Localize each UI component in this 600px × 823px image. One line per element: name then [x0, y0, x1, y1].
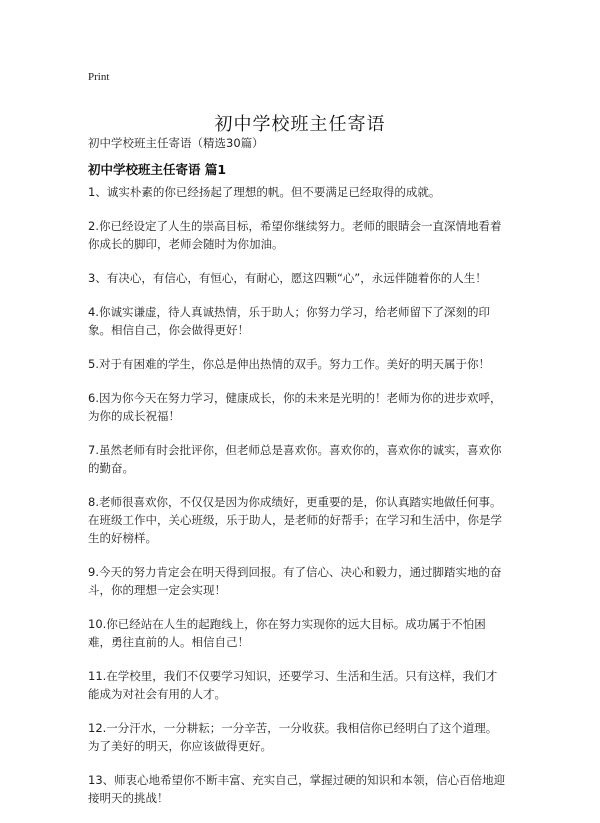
- list-item: 13、师衷心地希望你不断丰富、充实自己，掌握过硬的知识和本领，信心百倍地迎接明天的挑战！: [88, 773, 506, 805]
- section-heading: 初中学校班主任寄语 篇1: [88, 162, 227, 177]
- document-subtitle: 初中学校班主任寄语（精选30篇）: [88, 136, 264, 150]
- print-label[interactable]: Print: [88, 71, 110, 83]
- list-item: 10.你已经站在人生的起跑线上，你在努力实现你的远大目标。成功属于不怕困难，勇往直前的人。相信自己！: [88, 617, 486, 649]
- list-item: 2.你已经设定了人生的崇高目标，希望你继续努力。老师的眼睛会一直深情地看着你成长的脚印，老师会随时为你加油。: [88, 219, 502, 251]
- list-item: 6.因为你今天在努力学习，健康成长，你的未来是光明的！老师为你的进步欢呼，为你的成长祝福！: [88, 391, 502, 423]
- list-item: 4.你诚实谦虚，待人真诚热情，乐于助人；你努力学习，给老师留下了深刻的印象。相信自己，你会做得更好！: [88, 305, 490, 337]
- list-item: 3、有决心，有信心，有恒心，有耐心，愿这四颗“心”，永远伴随着你的人生！: [88, 271, 487, 285]
- page-title: 初中学校班主任寄语: [214, 114, 386, 136]
- list-item: 7.虽然老师有时会批评你，但老师总是喜欢你。喜欢你的，喜欢你的诚实，喜欢你的勤奋。: [88, 443, 502, 475]
- list-item: 5.对于有困难的学生，你总是伸出热情的双手。努力工作。美好的明天属于你！: [88, 357, 490, 371]
- list-item: 12.一分汗水，一分耕耘；一分辛苦，一分收获。我相信你已经明白了这个道理。为了美好的明天，你应该做得更好。: [88, 721, 498, 753]
- list-item: 8.老师很喜欢你，不仅仅是因为你成绩好，更重要的是，你认真踏实地做任何事。在班级工作中，关心班级，乐于助人，是老师的好帮手；在学习和生活中，你是学生的好榜样。: [88, 495, 502, 545]
- list-item: 9.今天的努力肯定会在明天得到回报。有了信心、决心和毅力，通过脚踏实地的奋斗，你的理想一定会实现！: [88, 565, 502, 597]
- list-item: 1、诚实朴素的你已经扬起了理想的帆。但不要满足已经取得的成就。: [88, 185, 441, 199]
- list-item: 11.在学校里，我们不仅要学习知识，还要学习、生活和生活。只有这样，我们才能成为对社会有用的人才。: [88, 669, 498, 701]
- message-list: [88, 183, 508, 823]
